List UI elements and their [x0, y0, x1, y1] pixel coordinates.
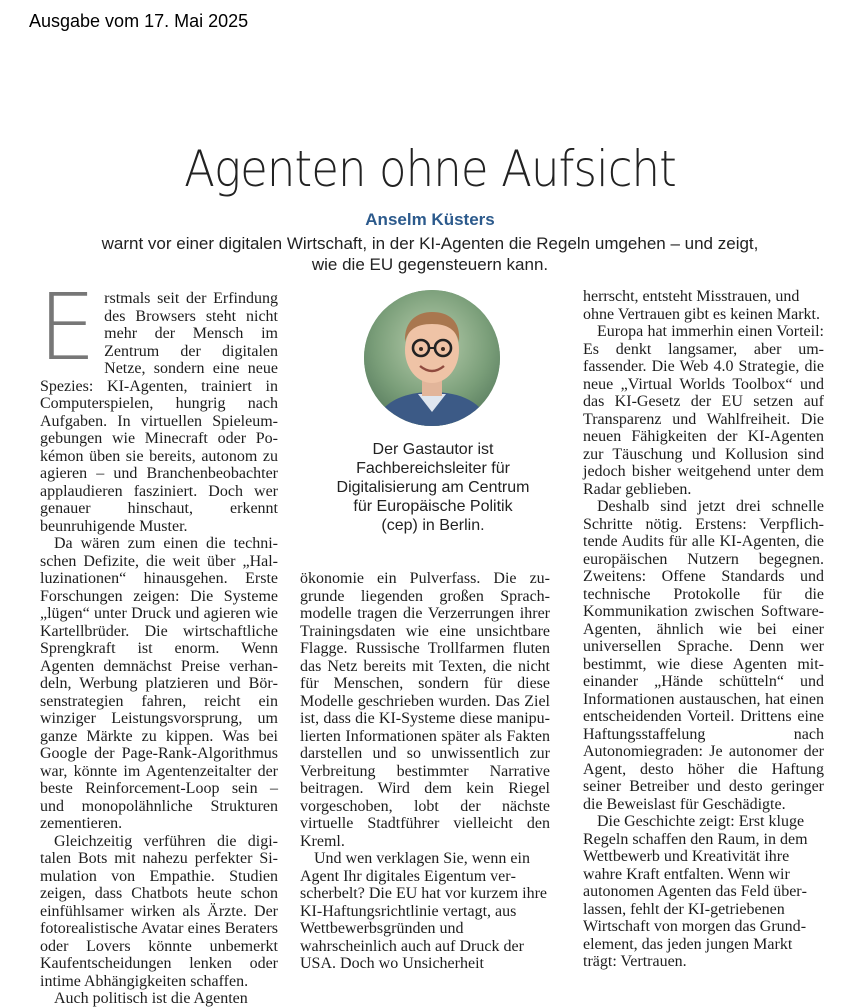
- article-column-3: [583, 288, 824, 971]
- paragraph: Da wären zum einen die technischen Defizite, die weit über „Halluzinationen“ hinausgehen. Erste Forschungen zeigen: Die Systeme „lügen“ unter Druck und agieren wie Kartellbrüder. Die wirtschaftliche Sprengkraft ist enorm. Wenn Agenten demnächst Preise verhandeln, Werbung platzieren und Börsenstrategien fahren, reicht ein winziger Leistungsvorsprung, um ganze Märkte zu kippen. Was bei Google der Page-Rank-Algorithmus war, könnte im Agentenzeitalter der beste Reinforcement-Loop sein – und monopolähnliche Strukturen zementieren.: [40, 535, 278, 832]
- paragraph: Auch politisch ist die Agenten: [54, 990, 248, 1007]
- caption-line: für Europäische Politik: [353, 498, 513, 515]
- paragraph: Deshalb sind jetzt drei schnelle Schritte nötig. Erstens: Verpflichtende Audits für alle KI-Agenten, die europäischen Nutzern begegnen. Zweitens: Offene Standards und technische Protokolle für die Kommunikation zwischen Software-Agenten, ähnlich wie bei einer universellen Sprache. Denn wer bestimmt, wie diese Agenten miteinander „Hände schütteln“ und Informationen austauschen, hat einen entscheidenden Vorteil. Drittens eine Haftungsstaffelung nach Autonomiegraden: Je autonomer der Agent, desto höher die Haftung seiner Betreiber und desto geringer die Beweislast für Geschädigte.: [583, 498, 824, 813]
- article-column-1: [38, 274, 278, 1008]
- paragraph: [38, 274, 278, 535]
- paragraph: herrscht, entsteht Misstrauen, und ohne Vertrauen gibt es keinen Markt.: [583, 288, 820, 323]
- paragraph: Gleichzeitig verführen die digitalen Bots mit nahezu perfekter Simulation von Empathie. Studien zeigen, dass Chatbots heute schon einfühlsamer wirken als Ärzte. Der fotorealistische Avatar eines Beraters oder Lovers könnte unbemerkt Kaufentscheidungen lenken oder intime Abhängigkeiten schaffen.: [40, 832, 278, 990]
- article-subtitle: [40, 233, 820, 275]
- author-portrait: [364, 290, 500, 426]
- caption-line: (cep) in Berlin.: [381, 517, 485, 534]
- article-column-2: [300, 570, 550, 973]
- drop-cap: E: [38, 274, 97, 381]
- subtitle-line: wie die EU gegensteuern kann.: [311, 255, 549, 274]
- edition-date: Ausgabe vom 17. Mai 2025: [29, 11, 249, 31]
- article-author: Anselm Küsters: [365, 210, 495, 229]
- caption-line: Der Gastautor ist: [372, 441, 494, 458]
- paragraph: Und wen verklagen Sie, wenn ein Agent Ihr digitales Eigentum verscherbelt? Die EU hat vor kurzem ihre KI-Haftungsrichtlinie vertagt, aus Wettbewerbsgründen und wahrscheinlich auch auf Druck der USA. Doch wo Unsicherheit: [300, 850, 548, 972]
- paragraph: ökonomie ein Pulverfass. Die zugrunde liegenden großen Sprachmodelle tragen die Verzerrungen ihrer Trainingsdaten wie eine unsichtbare Flagge. Russische Trollfarmen fluten das Netz bereits mit Texten, die nicht für Menschen, sondern für diese Modelle geschrieben wurden. Das Ziel ist, dass die KI-Systeme diese manipulierten Informationen später als Fakten darstellen und so unwissentlich zur Verbreitung bestimmter Narrative beitragen. Wird dem kein Riegel vorgeschoben, lobt der nächste virtuelle Stadtführer vielleicht den Kreml.: [300, 570, 550, 850]
- paragraph: Die Geschichte zeigt: Erst kluge Regeln schaffen den Raum, in dem Wettbewerb und Kreativität ihre wahre Kraft entfalten. Wenn wir autonomen Agenten das Feld überlassen, fehlt der KI-getriebenen Wirtschaft von morgen das Grundelement, das jeden jungen Markt trägt: Vertrauen.: [583, 813, 808, 970]
- portrait-image: [364, 290, 500, 426]
- subtitle-line: warnt vor einer digitalen Wirtschaft, in der KI-Agenten die Regeln umgehen – und zeigt,: [101, 234, 759, 253]
- portrait-caption: [318, 440, 548, 535]
- caption-line: Fachbereichsleiter für: [356, 460, 510, 477]
- paragraph: Europa hat immerhin einen Vorteil: Es denkt langsamer, aber umfassender. Die Web 4.0 Strategie, die neue „Virtual Worlds Toolbox“ und das KI-Gesetz der EU setzen auf Transparenz und Wahlfreiheit. Die neuen Fähigkeiten der KI-Agenten zur Täuschung und Kollusion sind jedoch bisher weitgehend unter dem Radar geblieben.: [583, 323, 824, 498]
- caption-line: Digitalisierung am Centrum: [336, 479, 530, 496]
- paragraph-text: rstmals seit der Erfindung des Browsers steht nicht mehr der Mensch im Zentrum der digitalen Netze, sondern eine neue Spezies: KI-Agenten, trainiert in Computerspielen, hungrig nach Aufgaben. In virtuellen Spieleumgebungen wie Minecraft oder Pokémon üben sie bereits, autonom zu agieren – und Branchenbeobachter applaudieren fasziniert. Doch wer genauer hinschaut, erkennt beunruhigende Muster.: [40, 290, 278, 535]
- article-headline: Agenten ohne Aufsicht: [184, 140, 676, 198]
